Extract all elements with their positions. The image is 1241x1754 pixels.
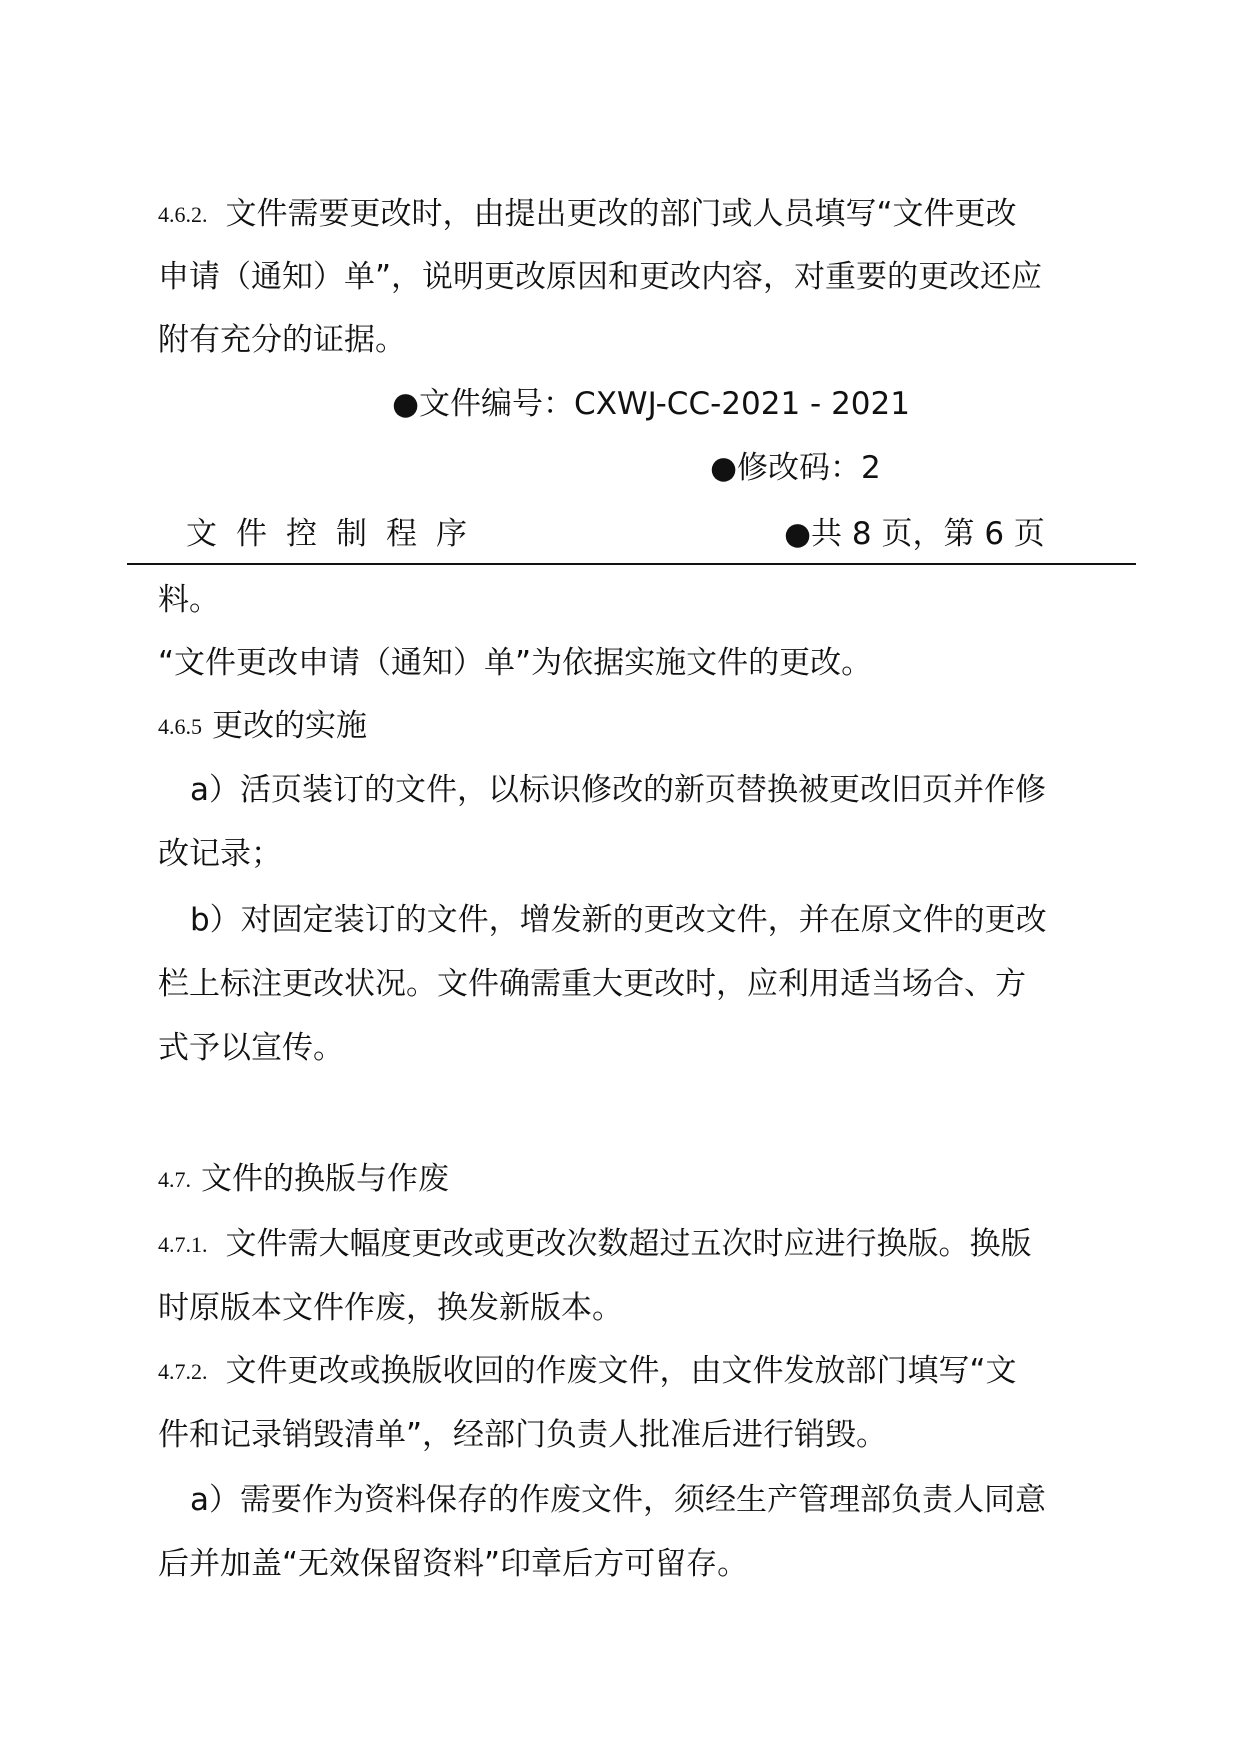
header-divider (127, 563, 1136, 565)
section-number: 4.6.2. (158, 202, 208, 227)
revision-code: ●修改码：2 (710, 450, 881, 486)
page-info: ●共 8 页，第 6 页 (784, 516, 1045, 552)
section-number: 4.6.5 (158, 714, 202, 739)
paragraph-text: 文件需要更改时，由提出更改的部门或人员填写“文件更改 (225, 196, 1017, 232)
section-title: 更改的实施 (212, 708, 367, 744)
section-4-7-2-line-1 (158, 1351, 1241, 1391)
document-title: 文件控制程序 (186, 516, 486, 552)
file-number: ●文件编号：CXWJ-CC-2021 - 2021 (392, 386, 910, 422)
section-4-7-2-line-2: 件和记录销毁清单”，经部门负责人批准后进行销毁。 (158, 1417, 888, 1453)
item-a2-line-2: 后并加盖“无效保留资料”印章后方可留存。 (158, 1546, 749, 1582)
item-a2-line-1: a）需要作为资料保存的作废文件，须经生产管理部负责人同意 (190, 1482, 1046, 1518)
section-4-7-heading (158, 1159, 1241, 1199)
item-b-line-3: 式予以宣传。 (158, 1030, 344, 1066)
item-b-line-2: 栏上标注更改状况。文件确需重大更改时，应利用适当场合、方 (158, 966, 1026, 1002)
section-title: 文件的换版与作废 (201, 1161, 449, 1197)
item-b-line-1: b）对固定装订的文件，增发新的更改文件，并在原文件的更改 (190, 902, 1047, 938)
item-a-line-2: 改记录； (158, 836, 282, 872)
section-number: 4.7.2. (158, 1359, 208, 1384)
para-4-6-2-line-3: 附有充分的证据。 (158, 322, 406, 358)
basis-line: “文件更改申请（通知）单”为依据实施文件的更改。 (158, 645, 873, 681)
section-number: 4.7.1. (158, 1232, 208, 1257)
section-4-6-5-heading (158, 706, 1241, 746)
section-4-7-1-line-1 (158, 1224, 1241, 1264)
paragraph-text: 文件需大幅度更改或更改次数超过五次时应进行换版。换版 (225, 1226, 1032, 1262)
paragraph-text: 文件更改或换版收回的作废文件，由文件发放部门填写“文 (225, 1353, 1017, 1389)
para-4-6-2-line-1 (158, 194, 1241, 234)
continuation-line: 料。 (158, 582, 220, 618)
para-4-6-2-line-2: 申请（通知）单”，说明更改原因和更改内容，对重要的更改还应 (158, 259, 1043, 295)
section-4-7-1-line-2: 时原版本文件作废，换发新版本。 (158, 1290, 623, 1326)
section-number: 4.7. (158, 1167, 191, 1192)
item-a-line-1: a）活页装订的文件，以标识修改的新页替换被更改旧页并作修 (190, 772, 1046, 808)
